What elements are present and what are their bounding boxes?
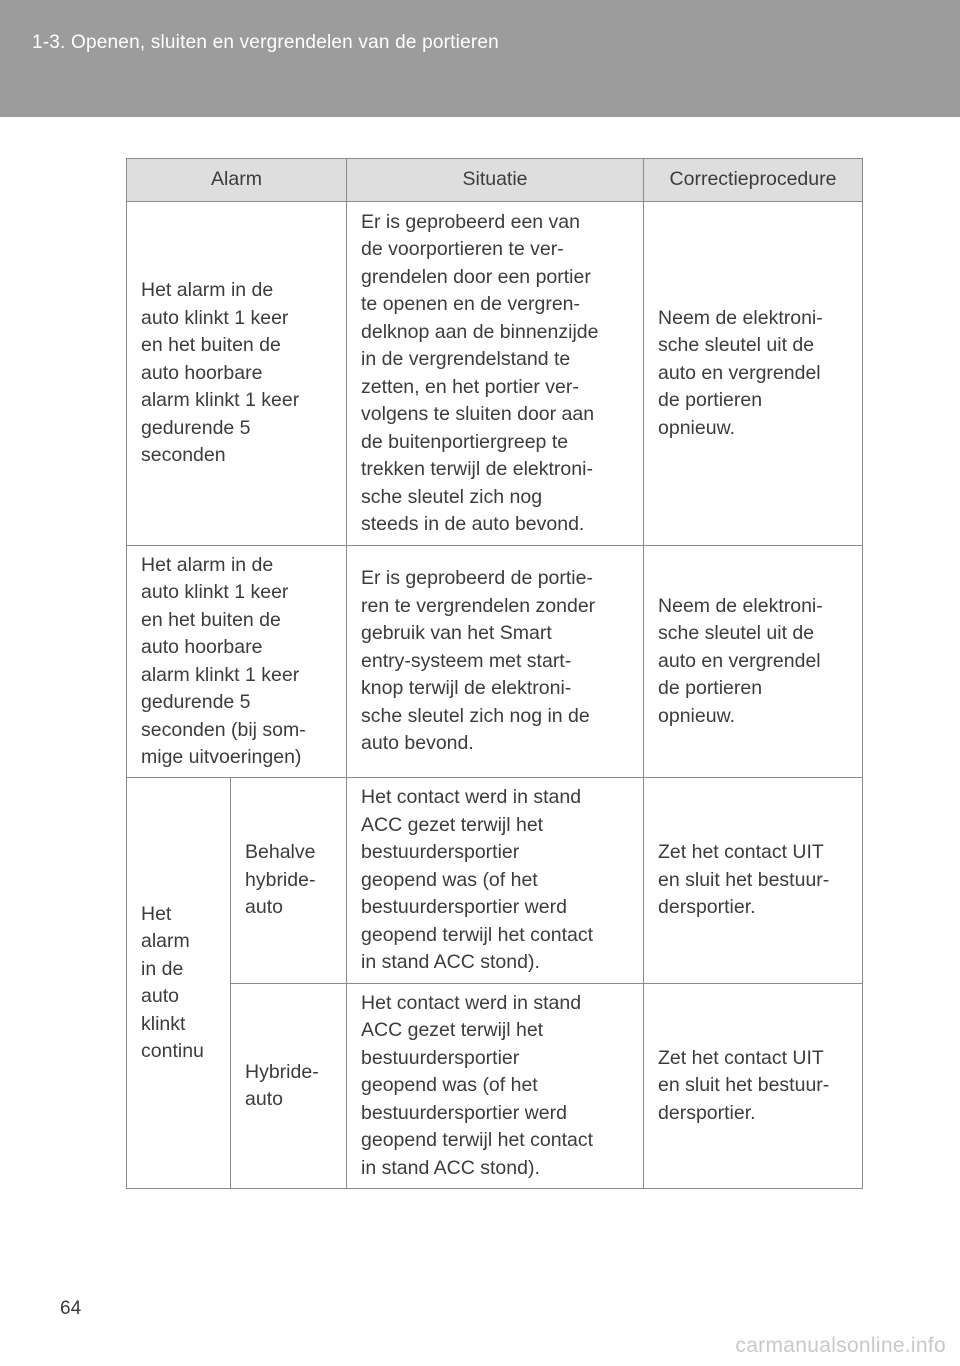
vehicle-type-cell: Hybride- auto <box>231 984 347 1189</box>
alarm-continuous-cell: Het alarm in de auto klinkt continu <box>127 778 231 1189</box>
table-row <box>127 546 863 778</box>
alarm-cell: Het alarm in de auto klinkt 1 keer en het buiten de auto hoorbare alarm klinkt 1 keer gedurende 5 seconden <box>127 202 347 546</box>
table-row <box>127 984 863 1189</box>
situation-cell: Het contact werd in stand ACC gezet terwijl het bestuurdersportier geopend was (of het bestuurdersportier werd geopend terwijl het contact in stand ACC stond). <box>347 778 644 984</box>
procedure-cell: Neem de elektroni- sche sleutel uit de auto en vergrendel de portieren opnieuw. <box>644 546 863 778</box>
table-row <box>127 778 863 984</box>
page-number: 64 <box>60 1298 82 1319</box>
table-header-row <box>127 159 863 202</box>
situation-cell: Er is geprobeerd de portie- ren te vergrendelen zonder gebruik van het Smart entry-systeem met start- knop terwijl de elektroni- sche sleutel zich nog in de auto bevond. <box>347 546 644 778</box>
situation-cell: Er is geprobeerd een van de voorportieren te ver- grendelen door een portier te openen en de vergren- delknop aan de binnenzijde in de vergrendelstand te zetten, en het portier ver- volgens te sluiten door aan de buitenportiergreep te trekken terwijl de elektroni- sche sleutel zich nog steeds in de auto bevond. <box>347 202 644 546</box>
vehicle-type-cell: Behalve hybride- auto <box>231 778 347 984</box>
procedure-cell: Neem de elektroni- sche sleutel uit de auto en vergrendel de portieren opnieuw. <box>644 202 863 546</box>
table-row <box>127 202 863 546</box>
column-header-situation: Situatie <box>347 159 644 202</box>
procedure-cell: Zet het contact UIT en sluit het bestuur- dersportier. <box>644 778 863 984</box>
section-title: 1-3. Openen, sluiten en vergrendelen van de portieren <box>32 32 499 53</box>
procedure-cell: Zet het contact UIT en sluit het bestuur- dersportier. <box>644 984 863 1189</box>
alarm-table <box>126 158 863 1189</box>
alarm-cell: Het alarm in de auto klinkt 1 keer en het buiten de auto hoorbare alarm klinkt 1 keer gedurende 5 seconden (bij som- mige uitvoeringen) <box>127 546 347 778</box>
situation-cell: Het contact werd in stand ACC gezet terwijl het bestuurdersportier geopend was (of het bestuurdersportier werd geopend terwijl het contact in stand ACC stond). <box>347 984 644 1189</box>
section-header-band <box>0 0 960 117</box>
watermark: carmanualsonline.info <box>735 1334 946 1357</box>
column-header-alarm: Alarm <box>127 159 347 202</box>
column-header-procedure: Correctieprocedure <box>644 159 863 202</box>
